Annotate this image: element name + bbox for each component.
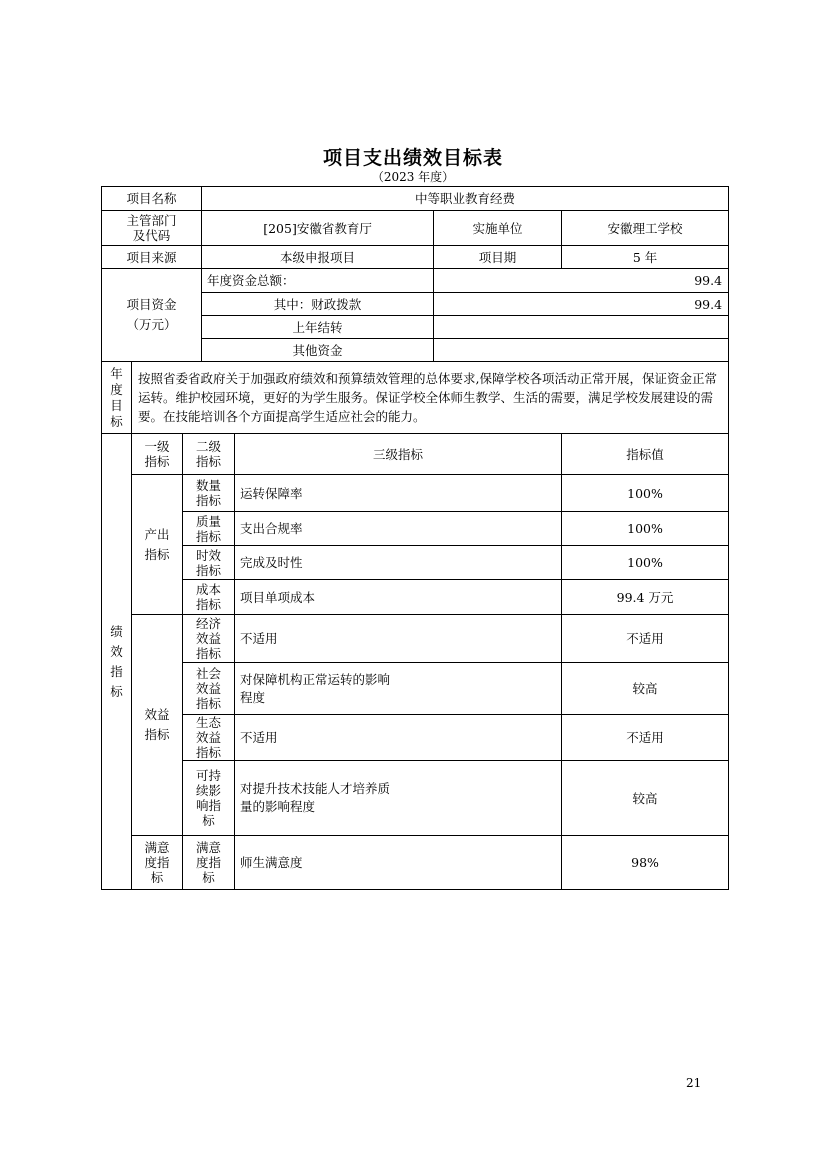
indicator-level2: 数量 指标 <box>183 475 235 512</box>
header-value: 指标值 <box>562 434 729 475</box>
page-number: 21 <box>686 1076 702 1090</box>
indicator-level2: 质量 指标 <box>183 512 235 546</box>
table-row <box>102 512 729 546</box>
funds-carryover-label: 上年结转 <box>202 316 434 339</box>
indicator-level2: 社会 效益 指标 <box>183 663 235 715</box>
table-row <box>102 615 729 663</box>
table-row <box>102 580 729 615</box>
row-source <box>102 246 729 269</box>
group-output-label: 产出 指标 <box>132 475 183 615</box>
funds-other-value <box>434 339 729 362</box>
indicator-level3: 不适用 <box>235 615 562 663</box>
funds-other-label: 其他资金 <box>202 339 434 362</box>
period-label: 项目期 <box>434 246 562 269</box>
indicator-level2: 可持 续影 响指 标 <box>183 761 235 836</box>
funds-fiscal-label: 其中：财政拨款 <box>202 293 434 316</box>
dept-value: [205]安徽省教育厅 <box>202 211 434 246</box>
perf-label: 绩 效 指 标 <box>102 434 132 890</box>
indicator-value: 较高 <box>562 761 729 836</box>
header-level1: 一级 指标 <box>132 434 183 475</box>
row-department <box>102 211 729 246</box>
row-annual-goal <box>102 362 729 434</box>
indicator-level2: 时效 指标 <box>183 546 235 580</box>
indicator-level2: 成本 指标 <box>183 580 235 615</box>
indicator-level2: 经济 效益 指标 <box>183 615 235 663</box>
header-level2: 二级 指标 <box>183 434 235 475</box>
table-row <box>102 546 729 580</box>
table-row <box>102 663 729 715</box>
project-name-value: 中等职业教育经费 <box>202 187 729 211</box>
year-subtitle: （2023 年度） <box>371 170 455 184</box>
indicator-value: 较高 <box>562 663 729 715</box>
group-benefit-label: 效益 指标 <box>132 615 183 836</box>
indicator-level3: 项目单项成本 <box>235 580 562 615</box>
indicator-value: 98% <box>562 836 729 890</box>
table-row <box>102 475 729 512</box>
period-value: 5 年 <box>562 246 729 269</box>
impl-value: 安徽理工学校 <box>562 211 729 246</box>
table-row <box>102 715 729 761</box>
indicator-value: 99.4 万元 <box>562 580 729 615</box>
goal-label: 年 度 目 标 <box>102 362 132 434</box>
funds-total-label: 年度资金总额： <box>202 269 434 293</box>
indicator-level3: 运转保障率 <box>235 475 562 512</box>
indicator-level3: 不适用 <box>235 715 562 761</box>
goal-text: 按照省委省政府关于加强政府绩效和预算绩效管理的总体要求,保障学校各项活动正常开展，保证资金正常运转。维护校园环境，更好的为学生服务。保证学校全体师生教学、生活的需要，满足学校发展建设的需要。在技能培训各个方面提高学生适应社会的能力。 <box>132 362 729 434</box>
indicator-level2: 满意 度指 标 <box>183 836 235 890</box>
table-row <box>102 761 729 836</box>
funds-label: 项目资金 （万元） <box>102 269 202 362</box>
source-label: 项目来源 <box>102 246 202 269</box>
indicator-level3: 完成及时性 <box>235 546 562 580</box>
page-title: 项目支出绩效目标表 <box>322 147 503 169</box>
performance-table <box>101 186 729 890</box>
indicator-level2: 生态 效益 指标 <box>183 715 235 761</box>
indicator-level3: 支出合规率 <box>235 512 562 546</box>
row-funds-total <box>102 269 729 293</box>
indicator-level3: 对保障机构正常运转的影响 程度 <box>235 663 562 715</box>
dept-label: 主管部门 及代码 <box>102 211 202 246</box>
source-value: 本级申报项目 <box>202 246 434 269</box>
impl-label: 实施单位 <box>434 211 562 246</box>
indicator-value: 100% <box>562 475 729 512</box>
row-project-name <box>102 187 729 211</box>
group-satisfaction-label: 满意 度指 标 <box>132 836 183 890</box>
indicator-level3: 师生满意度 <box>235 836 562 890</box>
indicator-value: 不适用 <box>562 715 729 761</box>
header-level3: 三级指标 <box>235 434 562 475</box>
project-name-label: 项目名称 <box>102 187 202 211</box>
indicator-value: 100% <box>562 512 729 546</box>
indicator-value: 不适用 <box>562 615 729 663</box>
funds-total-value: 99.4 <box>434 269 729 293</box>
table-row <box>102 836 729 890</box>
indicator-value: 100% <box>562 546 729 580</box>
indicator-level3: 对提升技术技能人才培养质 量的影响程度 <box>235 761 562 836</box>
funds-carryover-value <box>434 316 729 339</box>
row-indicator-header <box>102 434 729 475</box>
funds-fiscal-value: 99.4 <box>434 293 729 316</box>
